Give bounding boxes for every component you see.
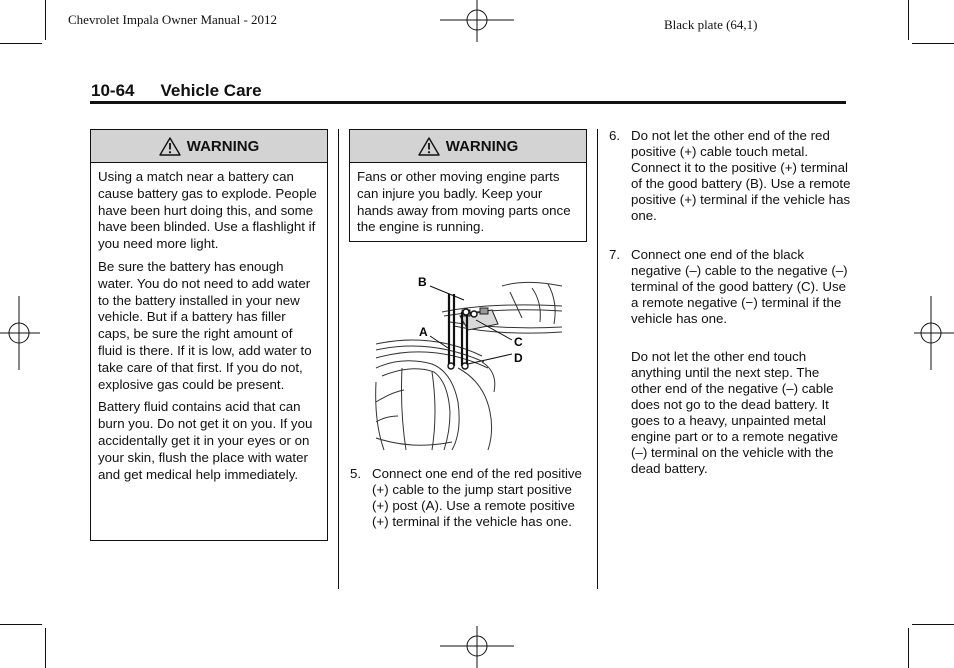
warning-triangle-icon <box>159 137 181 156</box>
page-title <box>91 81 262 101</box>
crop-mark <box>912 624 954 625</box>
warning-paragraph: Fans or other moving engine parts can injure you badly. Keep your hands away from moving parts once the engine is running. <box>357 169 571 235</box>
step-7 <box>609 247 851 327</box>
crop-mark <box>908 0 909 40</box>
terminal-b-marker <box>463 309 469 315</box>
page-number: 10-64 <box>91 81 135 100</box>
column-divider <box>597 129 598 589</box>
warning-body <box>350 163 586 242</box>
step-text: Connect one end of the black negative (–) cable to the negative (–) terminal of the good battery (C). Use a remote negative (−) terminal if the vehicle has one. <box>631 247 848 326</box>
good-vehicle-drawing <box>442 282 562 333</box>
step-number: 6. <box>609 128 621 143</box>
warning-header <box>91 130 327 163</box>
warning-body <box>91 163 327 489</box>
column-divider <box>338 129 339 589</box>
section-title: Vehicle Care <box>160 81 262 100</box>
warning-paragraph: Using a match near a battery can cause battery gas to explode. People have been hurt doing this, and some have been blinded. Use a flashlight if you need more light. <box>98 169 317 252</box>
label-a: A <box>419 325 428 339</box>
crop-mark <box>912 43 954 44</box>
post-a-marker <box>448 363 454 369</box>
warning-paragraph: Battery fluid contains acid that can burn you. Do not get it on you. If you accidentally get it in your eyes or on your skin, flush the place with water and get medical help immediately. <box>98 399 313 482</box>
header-rule <box>90 101 846 104</box>
step-text: Do not let the other end of the red positive (+) cable touch metal. Connect it to the positive (+) terminal of the good battery (B). Use a remote positive (+) terminal if the vehicle has one. <box>631 128 851 223</box>
step-text: Connect one end of the red positive (+) cable to the jump start positive (+) post (A). Use a remote positive (+) terminal if the vehicle has one. <box>372 466 582 529</box>
terminal-c-marker <box>471 311 477 317</box>
registration-mark-top <box>440 0 516 44</box>
crop-mark <box>45 0 46 40</box>
jump-start-figure <box>372 272 568 452</box>
plate-label: Black plate (64,1) <box>664 17 758 32</box>
crop-mark <box>0 43 42 44</box>
warning-box-battery <box>90 129 328 541</box>
step-number: 5. <box>350 466 362 481</box>
step-number: 7. <box>609 247 621 262</box>
crop-mark <box>0 624 42 625</box>
label-d: D <box>514 351 523 365</box>
warning-paragraph: Be sure the battery has enough water. You do not need to add water to the battery installed in your new vehicle. But if a battery has filler caps, be sure the right amount of fluid is there. If it is low, add water to take care of that first. If you do not, explosive gas could be present. <box>98 258 312 392</box>
warning-title: WARNING <box>186 137 260 155</box>
post-d-marker <box>462 363 468 369</box>
warning-triangle-icon <box>418 137 440 156</box>
step-7-note: Do not let the other end touch anything until the next step. The other end of the negative (–) cable does not go to the dead battery. It goes to a heavy, unpainted metal engine part or to a remote negative (–) terminal on the vehicle with the dead battery. <box>631 349 838 476</box>
step-5 <box>350 466 590 530</box>
registration-mark-bottom <box>440 624 516 668</box>
warning-header <box>350 130 586 163</box>
warning-title: WARNING <box>445 137 519 155</box>
warning-box-fans <box>349 129 587 242</box>
label-b: B <box>418 275 427 289</box>
dead-vehicle-drawing <box>376 340 495 450</box>
crop-mark <box>908 628 909 668</box>
step-6 <box>609 128 851 224</box>
manual-title: Chevrolet Impala Owner Manual - 2012 <box>68 12 278 27</box>
registration-mark-right <box>912 296 954 372</box>
label-c: C <box>514 335 523 349</box>
crop-mark <box>45 628 46 668</box>
registration-mark-left <box>0 296 42 372</box>
